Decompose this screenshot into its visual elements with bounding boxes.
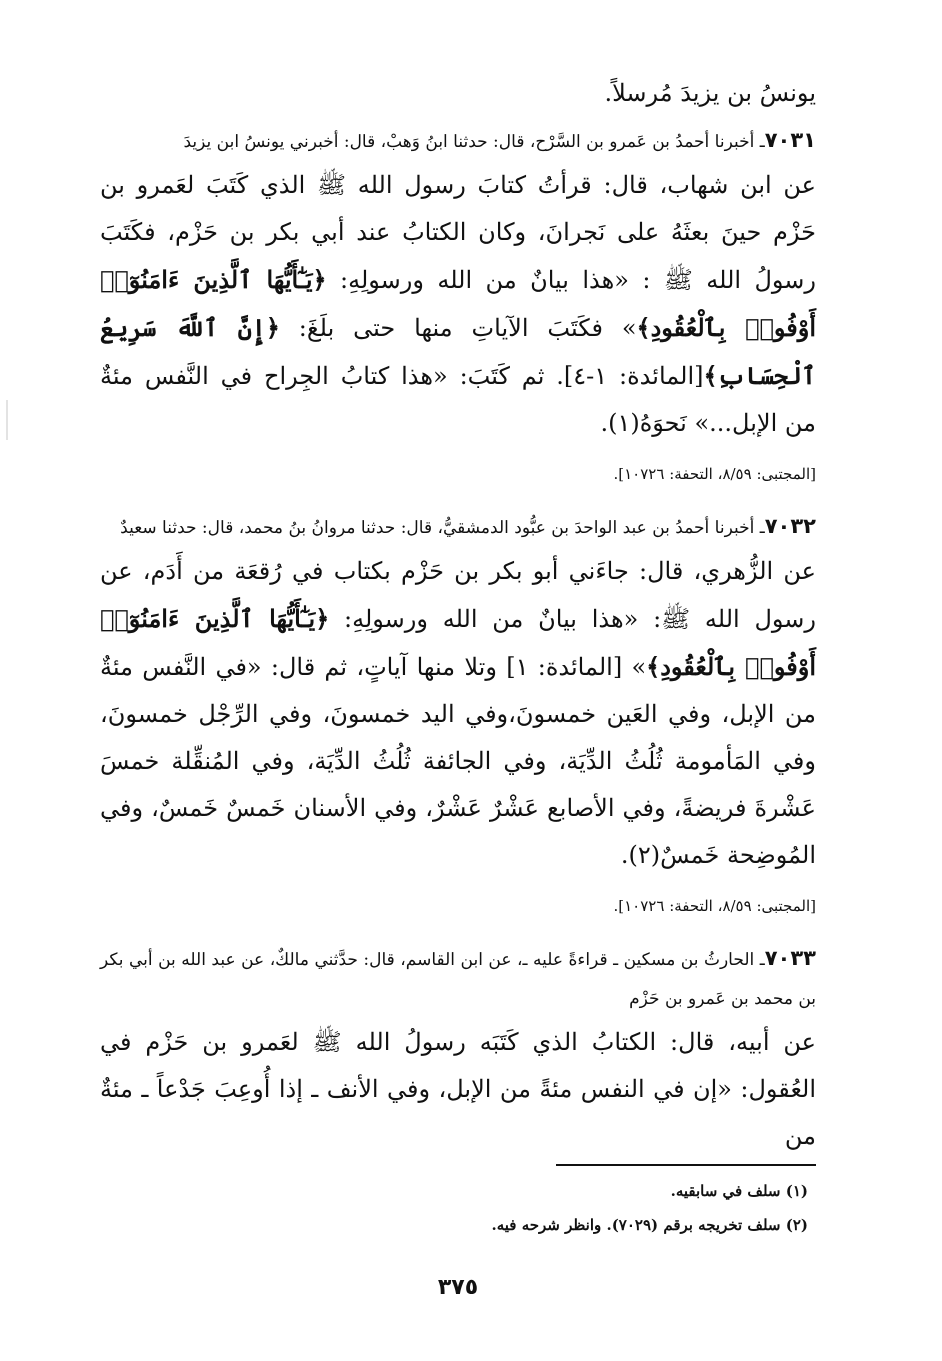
footnotes [100,1174,816,1242]
scan-margin-mark [6,400,8,440]
hadith-7032-quran-1-ref: » [المائدة: ١] [506,653,647,681]
hadith-7032-reference [100,891,816,921]
hadith-7032-reference-text: [المجتبى: ٨/٥٩، التحفة: ١٠٧٢٦]. [613,897,816,915]
footnote-2: (٢) سلف تخريجه برقم (٧٠٢٩). وانظر شرحه فيه. [491,1216,808,1234]
hadith-7031-quran-1: ﴿يَـٰٓأَيُّهَا ٱلَّذِينَ ءَامَنُوٓا۟ أَوْفُوا۟ بِٱلْعُقُودِ﴾ [100,265,816,342]
page-number: ٣٧٥ [437,1275,479,1300]
hadith-7031-matn-2: » فكَتَبَ الآياتِ منها حتى بلَغَ: [298,314,637,342]
hadith-7032-sanad: ـ أخبرنا أحمدُ بن عبد الواحدَ بن عبُّود الدمشقيُّ، قال: حدثنا مروانُ بنُ محمد، قال: حدثنا سعيدٌ [120,518,765,538]
hadith-7031-reference [100,459,816,489]
hadith-7031-matn [100,162,816,447]
hadith-7033-isnad [100,939,816,1019]
hadith-7031-matn-text: عن ابن شهاب، قال: قرأتُ كتابَ رسول الله ﷺ الذي كَتَبَ لعَمرو بن حَزْم حينَ بعثَهُ على نَجرانَ، وكان الكتابُ عند أبي بكر بن حَزْم، فكَتَبَ رسولُ الله ﷺ : «هذا بيانٌ من الله ورسولِهِ: [100,171,816,294]
continuation-text: يونسُ بن يزيدَ مُرسلاً. [604,79,816,107]
hadith-7033-matn [100,1019,816,1160]
footnote-1: (١) سلف في سابقيه. [670,1182,808,1200]
continuation-line [100,70,816,117]
hadith-7031-quran-2-ref: [المائدة: ١-٤]. [556,362,704,390]
hadith-7033-matn-text: عن أبيه، قال: الكتابُ الذي كَتَبَه رسولُ الله ﷺ لعَمرو بن حَزْم في العُقول: «إن في النفس مئةً من الإبل، وفي الأنف ـ إذا أُوعِبَ جَدْعاً ـ مئةٌ من [100,1028,816,1150]
hadith-7031-quran-2: ﴿إِنَّ ٱللَّهَ سَرِيعُ ٱلْحِسَابِ﴾ [100,313,816,390]
hadith-7033-sanad: ـ الحارثُ بن مسكين ـ قراءةً عليه ـ، عن ابن القاسم، قال: حدَّثني مالكٌ، عن عبد الله بن أبي بكر بن محمد بن عَمرو بن حَزْم [100,950,816,1009]
hadith-7032-matn [100,548,816,879]
hadith-7031-matn-3: ثم كَتَبَ: «هذا كتابُ الجِراح في النَّفس مئةٌ من الإبل...» نَحوَهُ(١). [100,362,816,437]
hadith-7031-isnad [100,121,816,162]
hadith-7033-number: ٧٠٣٣ [764,946,816,970]
hadith-7032-matn-2: وتلا منها آياتٍ، ثم قال: «في النَّفس مئةٌ من الإبل، وفي العَين خمسونَ،وفي اليد خمسونَ، وفي الرِّجْل خمسونَ، وفي المَأمومة ثُلُثُ الدِّيَة، وفي الجائفة ثُلُثُ الدِّيَة، وفي المُنقِّلة خمسَ عَشْرةَ فريضةً، وفي الأصابع عَشْرٌ عَشْرٌ، وفي الأسنان خَمسٌ خَمسٌ، وفي المُوضِحة خَمسٌ(٢). [100,653,816,869]
book-page [100,70,816,1310]
hadith-7032-number: ٧٠٣٢ [764,514,816,538]
hadith-7032-matn-text: عن الزُّهري، قال: جاءَني أبو بكر بن حَزْم بكتاب في رُقعَة من أَدَم، عن رسول الله ﷺ: «هذا بيانٌ من الله ورسولِهِ: [100,557,816,633]
hadith-7031-number: ٧٠٣١ [764,128,816,152]
hadith-7031-reference-text: [المجتبى: ٨/٥٩، التحفة: ١٠٧٢٦]. [613,465,816,483]
hadith-7032-isnad [100,507,816,548]
footnote-separator [556,1164,816,1166]
hadith-7031-sanad: ـ أخبرنا أحمدُ بن عَمرو بن السَّرْح، قال: حدثنا ابنُ وَهبْ، قال: أخبرني يونسُ ابن يزيدَ [183,132,765,152]
hadith-7032-quran-1: ﴿يَـٰٓأَيُّهَا ٱلَّذِينَ ءَامَنُوٓا۟ أَوْفُوا۟ بِٱلْعُقُودِ﴾ [100,604,816,681]
